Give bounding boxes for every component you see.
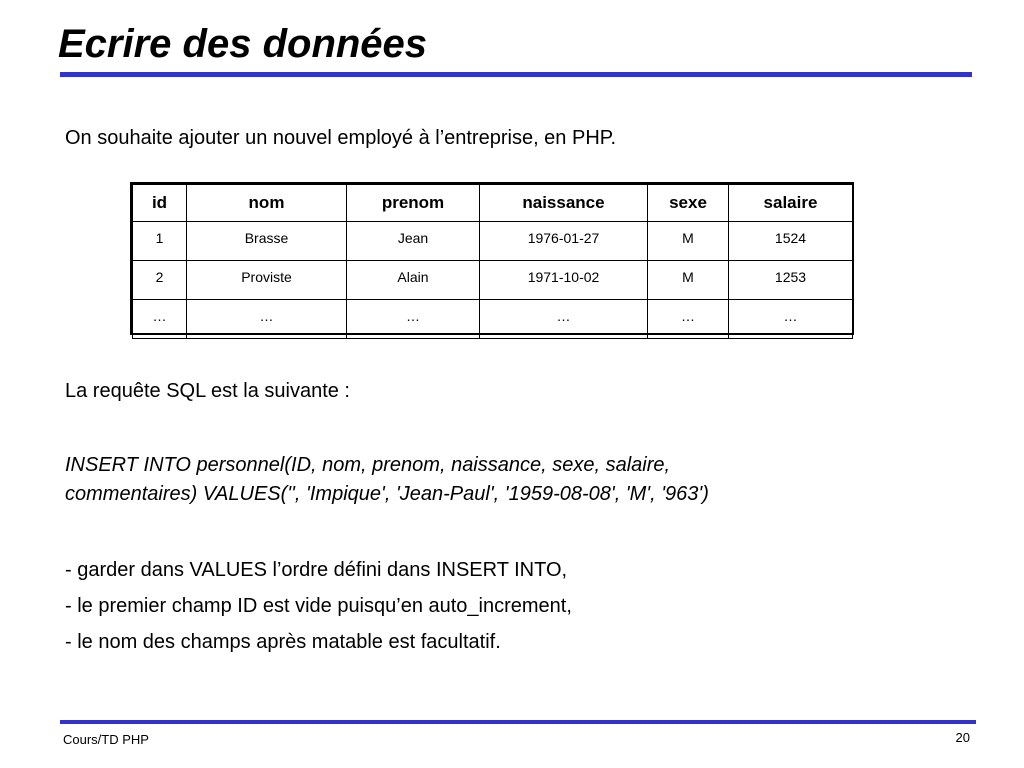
table-cell: M: [648, 261, 729, 300]
column-header-naissance: naissance: [480, 185, 648, 222]
column-header-sexe: sexe: [648, 185, 729, 222]
note-item: - le nom des champs après matable est facultatif.: [65, 631, 501, 653]
table-header-row: [133, 185, 853, 222]
table-row: [133, 222, 853, 261]
table-cell: 1253: [729, 261, 853, 300]
table-cell: Brasse: [187, 222, 347, 261]
note-item: - garder dans VALUES l’ordre défini dans INSERT INTO,: [65, 559, 568, 581]
table-cell: M: [648, 222, 729, 261]
footer-divider: [60, 720, 976, 724]
sql-line: INSERT INTO personnel(ID, nom, prenom, naissance, sexe, salaire,: [65, 454, 671, 476]
table-cell: Jean: [347, 222, 480, 261]
title-divider: [60, 72, 972, 77]
footer-course-label: Cours/TD PHP: [63, 732, 149, 747]
table-cell: 1524: [729, 222, 853, 261]
table-cell: …: [729, 300, 853, 339]
sql-statement: [65, 451, 945, 509]
employee-table: [132, 184, 853, 339]
table-cell: 1: [133, 222, 187, 261]
table-row: [133, 261, 853, 300]
intro-text: On souhaite ajouter un nouvel employé à l’entreprise, en PHP.: [65, 127, 617, 149]
table-cell: 1971-10-02: [480, 261, 648, 300]
slide-title: Ecrire des données: [58, 22, 428, 66]
table-cell: Proviste: [187, 261, 347, 300]
table-cell: …: [648, 300, 729, 339]
sql-intro-text: La requête SQL est la suivante :: [65, 380, 350, 402]
table-row: [133, 300, 853, 339]
column-header-id: id: [133, 185, 187, 222]
table-cell: …: [187, 300, 347, 339]
page-number: 20: [955, 730, 970, 745]
table-cell: …: [347, 300, 480, 339]
notes-list: [65, 556, 572, 664]
table-cell: …: [133, 300, 187, 339]
column-header-salaire: salaire: [729, 185, 853, 222]
employee-table-frame: [130, 182, 854, 335]
column-header-prenom: prenom: [347, 185, 480, 222]
table-cell: …: [480, 300, 648, 339]
note-item: - le premier champ ID est vide puisqu’en auto_increment,: [65, 595, 572, 617]
column-header-nom: nom: [187, 185, 347, 222]
table-cell: 2: [133, 261, 187, 300]
table-cell: 1976-01-27: [480, 222, 648, 261]
table-cell: Alain: [347, 261, 480, 300]
sql-line: commentaires) VALUES('', 'Impique', 'Jean-Paul', '1959-08-08', 'M', '963'): [65, 483, 709, 505]
